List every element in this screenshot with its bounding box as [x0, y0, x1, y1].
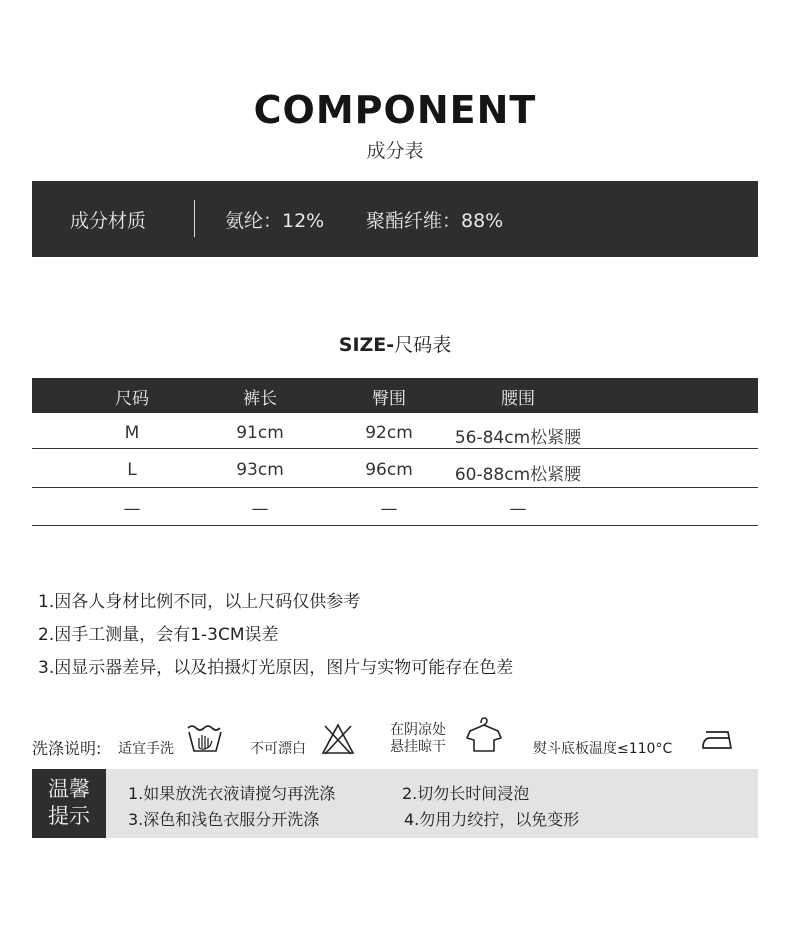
table-row — [32, 451, 758, 489]
composition-label: 成分材质 — [70, 210, 147, 232]
table-row — [32, 490, 758, 528]
composition-item-spandex: 氨纶：12% — [225, 210, 325, 232]
size-section-title — [0, 330, 790, 357]
row-divider — [32, 448, 758, 449]
size-table-header — [32, 378, 758, 413]
note-item: 2.因手工测量，会有1-3CM误差 — [38, 625, 279, 645]
note-item: 1.因各人身材比例不同，以上尺码仅供参考 — [38, 592, 361, 612]
cell-waist: 56-84cm松紧腰 — [454, 428, 582, 448]
cell-hip: 92cm — [365, 423, 413, 443]
tips-heading — [32, 769, 106, 838]
cell-length: — — [251, 499, 269, 519]
size-notes — [38, 590, 513, 689]
care-iron-text: 熨斗底板温度≤110°C — [533, 741, 673, 757]
cell-size: — — [123, 499, 141, 519]
page-subtitle: 成分表 — [366, 140, 424, 162]
tip-item: 2.切勿长时间浸泡 — [402, 784, 530, 803]
tips-heading-line2: 提示 — [48, 804, 90, 828]
page-title: COMPONENT — [253, 88, 537, 132]
cell-length: 91cm — [236, 423, 284, 443]
care-shade-dry-text-1: 在阴凉处 — [390, 722, 446, 738]
care-hand-wash-text: 适宜手洗 — [118, 741, 174, 757]
col-header-size: 尺码 — [115, 389, 149, 409]
row-divider — [32, 487, 758, 488]
tip-item: 4.勿用力绞拧，以免变形 — [404, 810, 580, 829]
tips-box — [32, 769, 758, 838]
care-label: 洗涤说明: — [32, 739, 102, 758]
iron-icon — [700, 728, 734, 752]
hand-wash-icon — [186, 722, 224, 754]
composition-item-polyester: 聚酯纤维：88% — [366, 210, 504, 232]
cell-hip: 96cm — [365, 460, 413, 480]
cell-size: L — [127, 460, 137, 480]
col-header-length: 裤长 — [243, 389, 277, 409]
cell-hip: — — [380, 499, 398, 519]
table-bottom-rule — [32, 525, 758, 526]
tip-item: 3.深色和浅色衣服分开洗涤 — [128, 810, 320, 829]
cell-size: M — [124, 423, 140, 443]
composition-bar — [32, 181, 758, 257]
composition-divider — [194, 200, 195, 237]
col-header-hip: 臀围 — [372, 389, 406, 409]
care-no-bleach-text: 不可漂白 — [250, 741, 306, 757]
note-item: 3.因显示器差异，以及拍摄灯光原因，图片与实物可能存在色差 — [38, 658, 514, 678]
table-row — [32, 414, 758, 452]
size-title-bold: SIZE- — [338, 334, 395, 356]
tip-item: 1.如果放洗衣液请搅匀再洗涤 — [128, 784, 336, 803]
col-header-waist: 腰围 — [501, 389, 535, 409]
tips-heading-line1: 温馨 — [48, 777, 90, 801]
care-shade-dry-text-2: 悬挂晾干 — [390, 739, 446, 755]
hang-dry-icon — [464, 716, 504, 754]
cell-length: 93cm — [236, 460, 284, 480]
cell-waist: 60-88cm松紧腰 — [454, 465, 582, 485]
cell-waist: — — [509, 499, 527, 519]
size-title-rest: 尺码表 — [394, 334, 452, 356]
no-bleach-icon — [321, 722, 355, 756]
